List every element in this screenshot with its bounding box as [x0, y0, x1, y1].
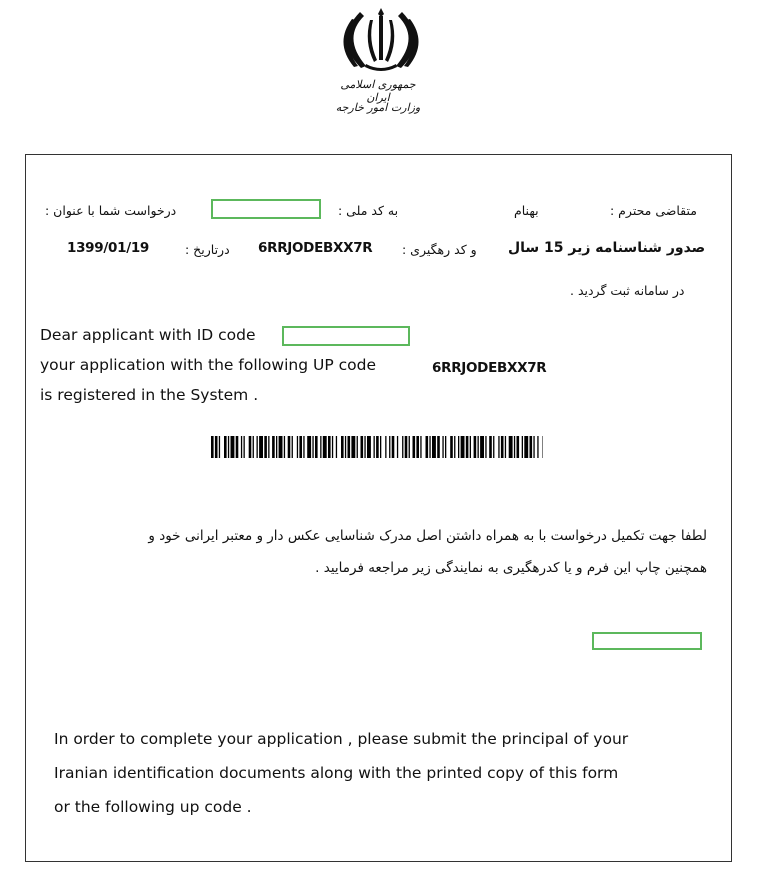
- emblem-caption-ministry: وزارت امور خارجه: [335, 101, 421, 114]
- english-instructions-line3: or the following up code .: [54, 798, 252, 816]
- english-instructions-line2: Iranian identification documents along with the printed copy of this form: [54, 764, 619, 782]
- persian-instructions-line1: لطفا جهت تکمیل درخواست با به همراه داشتن اصل مدرک شناسایی عکس دار و معتبر ایرانی خود و: [148, 528, 707, 544]
- english-notice-line1: Dear applicant with ID code: [40, 326, 256, 344]
- english-notice-line2: your application with the following UP code: [40, 356, 376, 374]
- english-notice-line3: is registered in the System .: [40, 386, 259, 404]
- up-code: 6RRJODEBXX7R: [432, 360, 547, 376]
- request-date: 1399/01/19: [67, 240, 150, 256]
- registered-text: در سامانه ثبت گردید .: [570, 283, 685, 298]
- tracking-code-label: و کد رهگیری :: [402, 242, 477, 257]
- request-label: درخواست شما با عنوان :: [45, 203, 177, 218]
- redacted-office-name: [592, 632, 702, 650]
- letterhead: [330, 6, 440, 124]
- tracking-barcode: [211, 436, 543, 458]
- name-label: بهنام: [514, 203, 539, 218]
- persian-instructions-line2: همچنین چاپ این فرم و یا کدرهگیری به نمایندگی زیر مراجعه فرمایید .: [315, 560, 707, 576]
- emblem-caption-country: جمهوری اسلامی ایران: [340, 78, 416, 104]
- redacted-national-code: [211, 199, 321, 219]
- redacted-id-code: [282, 326, 410, 346]
- national-code-label: به کد ملی :: [338, 203, 399, 218]
- date-label: درتاریخ :: [185, 242, 230, 257]
- state-emblem-logo: [336, 6, 426, 72]
- english-instructions-line1: In order to complete your application , please submit the principal of your: [54, 730, 629, 748]
- dear-applicant-label: متقاضی محترم :: [610, 203, 697, 218]
- tracking-code: 6RRJODEBXX7R: [258, 240, 373, 256]
- request-title: صدور شناسنامه زیر 15 سال: [508, 240, 706, 256]
